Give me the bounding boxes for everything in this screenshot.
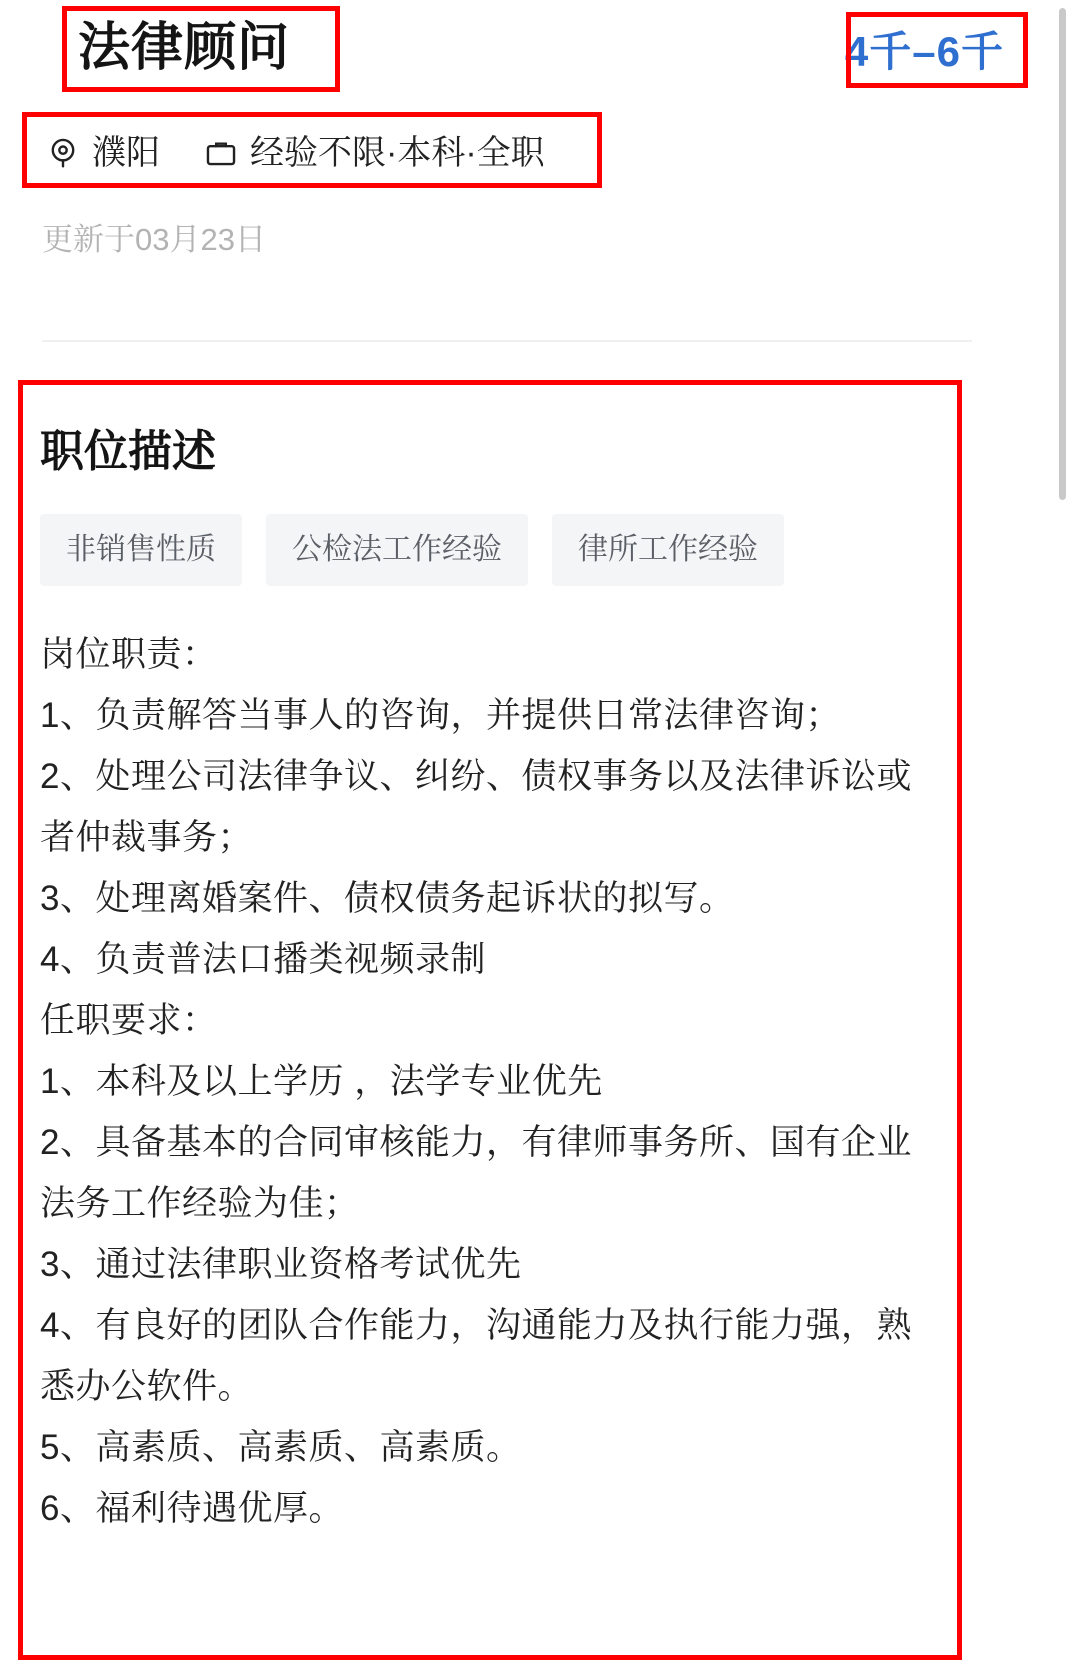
location-pin-icon [46,136,80,170]
scrollbar-thumb[interactable] [1059,8,1066,500]
description-paragraph: 4、负责普法口播类视频录制 [40,940,486,979]
description-paragraph: 2、处理公司法律争议、纠纷、债权事务以及法律诉讼或者仲裁事务； [40,757,912,857]
update-time: 更新于03月23日 [42,222,266,257]
description-paragraph: 1、负责解答当事人的咨询，并提供日常法律咨询； [40,696,841,735]
description-paragraph: 3、处理离婚案件、债权债务起诉状的拟写。 [40,879,735,918]
job-location [46,131,160,175]
tag-item: 律所工作经验 [552,514,784,586]
job-requirements-label: 经验不限·本科·全职 [250,134,545,172]
description-paragraph: 4、有良好的团队合作能力，沟通能力及执行能力强，熟悉办公软件。 [40,1306,912,1406]
salary-highlight-box [846,12,1028,88]
description-paragraph: 5、高素质、高素质、高素质。 [40,1428,522,1467]
description-heading: 职位描述 [40,427,216,476]
page-title: 法律顾问 [78,19,291,77]
description-tags [40,514,940,586]
description-body [40,624,940,1539]
job-requirements [204,131,545,175]
vertical-scrollbar[interactable] [1066,0,1074,1663]
job-description [40,400,940,1539]
title-row [40,0,1040,110]
description-paragraph: 1、本科及以上学历 ，法学专业优先 [40,1062,603,1101]
description-paragraph: 6、福利待遇优厚。 [40,1489,344,1528]
tag-item: 公检法工作经验 [266,514,528,586]
job-header [0,0,1080,257]
description-paragraph: 2、具备基本的合同审核能力，有律师事务所、国有企业法务工作经验为佳； [40,1123,912,1223]
description-paragraph: 岗位职责： [40,635,218,674]
description-paragraph: 任职要求： [40,1001,218,1040]
title-highlight-box [62,6,340,92]
job-location-label: 濮阳 [92,134,160,172]
job-meta-row [46,122,589,184]
tag-item: 非销售性质 [40,514,242,586]
salary-label: 4千–6千 [844,28,1004,75]
section-divider [42,340,972,342]
description-paragraph: 3、通过法律职业资格考试优先 [40,1245,522,1284]
briefcase-icon [204,136,238,170]
